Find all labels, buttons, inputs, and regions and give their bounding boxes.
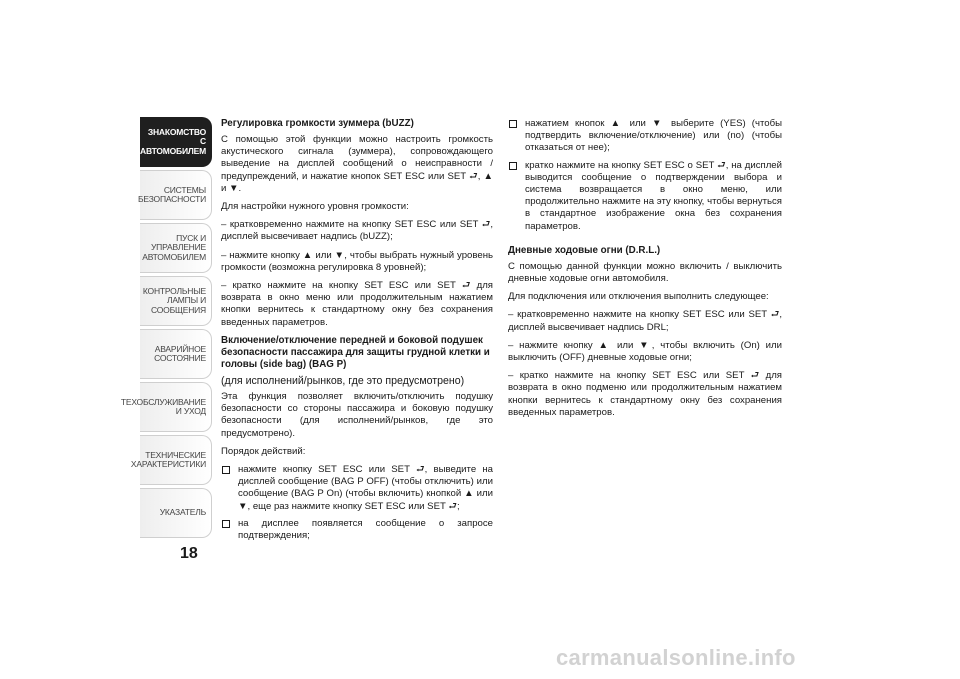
tab-maintenance[interactable] — [120, 382, 212, 432]
paragraph: – кратковременно нажмите на кнопку SET ESC или SET ⮐, дисплей высвечивает надпись DRL; — [508, 309, 782, 333]
list-item-text: нажмите кнопку SET ESC или SET ⮐, выведите на дисплей сообщение (BAG P OFF) (чтобы отключить) или сообщение (BAG P On) (чтобы включить) кнопкой ▲ или ▼, еще раз нажмите кнопку SET ESC или SET ⮐; — [238, 464, 493, 512]
list-item — [221, 464, 493, 513]
list-item-text: на дисплее появляется сообщение о запросе подтверждения; — [238, 517, 493, 542]
tab-safety-systems[interactable] — [140, 170, 212, 220]
checkbox-bullet-icon — [509, 120, 517, 128]
list-item-text: кратко нажмите на кнопку SET ESC о SET ⮐, на дисплей выводится сообщение о подтверждении выбора и система возвращается в окно меню, или продолжительно нажмите на эту кнопку, чтобы вернуться в стандартное изображение окна без сохранения параметров. — [525, 159, 782, 232]
tab-starting-driving[interactable] — [140, 223, 212, 273]
text-column-right — [508, 118, 782, 425]
tab-label: УКАЗАТЕЛЬ — [159, 507, 206, 518]
watermark: carmanualsonline.info — [556, 645, 796, 670]
tab-label: ЗНАКОМСТВО С АВТОМОБИЛЕМ — [140, 126, 206, 156]
paragraph: Для настройки нужного уровня громкости: — [221, 201, 409, 213]
tab-label: ТЕХОБСЛУЖИВАНИЕ И УХОД — [120, 396, 206, 416]
checkbox-bullet-icon — [222, 466, 230, 474]
section-subheading: (для исполнений/рынков, где это предусмотрено) — [221, 374, 465, 387]
checkbox-bullet-icon — [222, 520, 230, 528]
section-heading: Дневные ходовые огни (D.R.L.) — [508, 244, 661, 256]
list-item — [508, 160, 782, 233]
list-item — [221, 518, 493, 542]
list-item-text: нажатием кнопок ▲ или ▼ выберите (YES) (чтобы подтвердить включение/отключение) или (no) (чтобы отказаться от нее); — [525, 118, 782, 154]
tab-label: ПУСК И УПРАВЛЕНИЕ АВТОМОБИЛЕМ — [142, 232, 206, 262]
paragraph: – нажмите кнопку ▲ или ▼, чтобы выбрать нужный уровень громкости (возможна регулировка 8 уровней); — [221, 249, 493, 273]
paragraph: Эта функция позволяет включить/отключить подушку безопасности со стороны пассажира и боковую подушку безопасности (для исполнений/рынков, где это предусмотрено). — [221, 391, 493, 439]
chapter-sidebar — [120, 117, 212, 541]
page-number: 18 — [180, 545, 198, 562]
paragraph: – кратковременно нажмите на кнопку SET ESC или SET ⮐, дисплей высвечивает надпись (bUZZ); — [221, 219, 493, 243]
tab-index[interactable] — [140, 488, 212, 538]
tab-warning-lights[interactable] — [140, 276, 212, 326]
paragraph: – кратко нажмите на кнопку SET ESC или SET ⮐ для возврата в окно подменю или продолжительным нажатием кнопки вернитесь к стандартному окну без сохранения введенных параметров. — [508, 370, 782, 418]
paragraph: Для подключения или отключения выполнить следующее: — [508, 291, 769, 303]
list-item — [508, 118, 782, 155]
paragraph: С помощью данной функции можно включить / выключить дневные ходовые огни автомобиля. — [508, 260, 782, 285]
paragraph: – нажмите кнопку ▲ или ▼, чтобы включить (On) или выключить (OFF) дневные ходовые огни; — [508, 339, 782, 364]
paragraph: С помощью этой функции можно настроить громкость акустического сигнала (зуммера), сопровождающего выведение на дисплей сообщений о неисправности / предупреждений, и нажатие кнопок SET ESC или SET ⮐, ▲ и ▼. — [221, 134, 493, 194]
tab-emergency[interactable] — [140, 329, 212, 379]
section-heading: Включение/отключение передней и боковой подушек безопасности пассажира для защиты грудной клетки и головы (side bag) (BAG P) — [221, 334, 490, 370]
tab-label: АВАРИЙНОЕ СОСТОЯНИЕ — [154, 343, 206, 363]
tab-label: КОНТРОЛЬНЫЕ ЛАМПЫ И СООБЩЕНИЯ — [142, 285, 206, 315]
text-column-left — [221, 118, 493, 547]
section-heading: Регулировка громкости зуммера (bUZZ) — [221, 118, 414, 129]
tab-label: СИСТЕМЫ БЕЗОПАСНОСТИ — [138, 184, 206, 204]
tab-technical-specs[interactable] — [130, 435, 212, 485]
tab-label: ТЕХНИЧЕСКИЕ ХАРАКТЕРИСТИКИ — [130, 449, 206, 469]
tab-getting-to-know[interactable] — [140, 117, 212, 167]
paragraph: Порядок действий: — [221, 445, 306, 457]
paragraph: – кратко нажмите на кнопку SET ESC или SET ⮐ для возврата в окно меню или продолжительным нажатием кнопки вернитесь к стандартному окну без сохранения введенных параметров. — [221, 280, 493, 328]
checkbox-bullet-icon — [509, 162, 517, 170]
